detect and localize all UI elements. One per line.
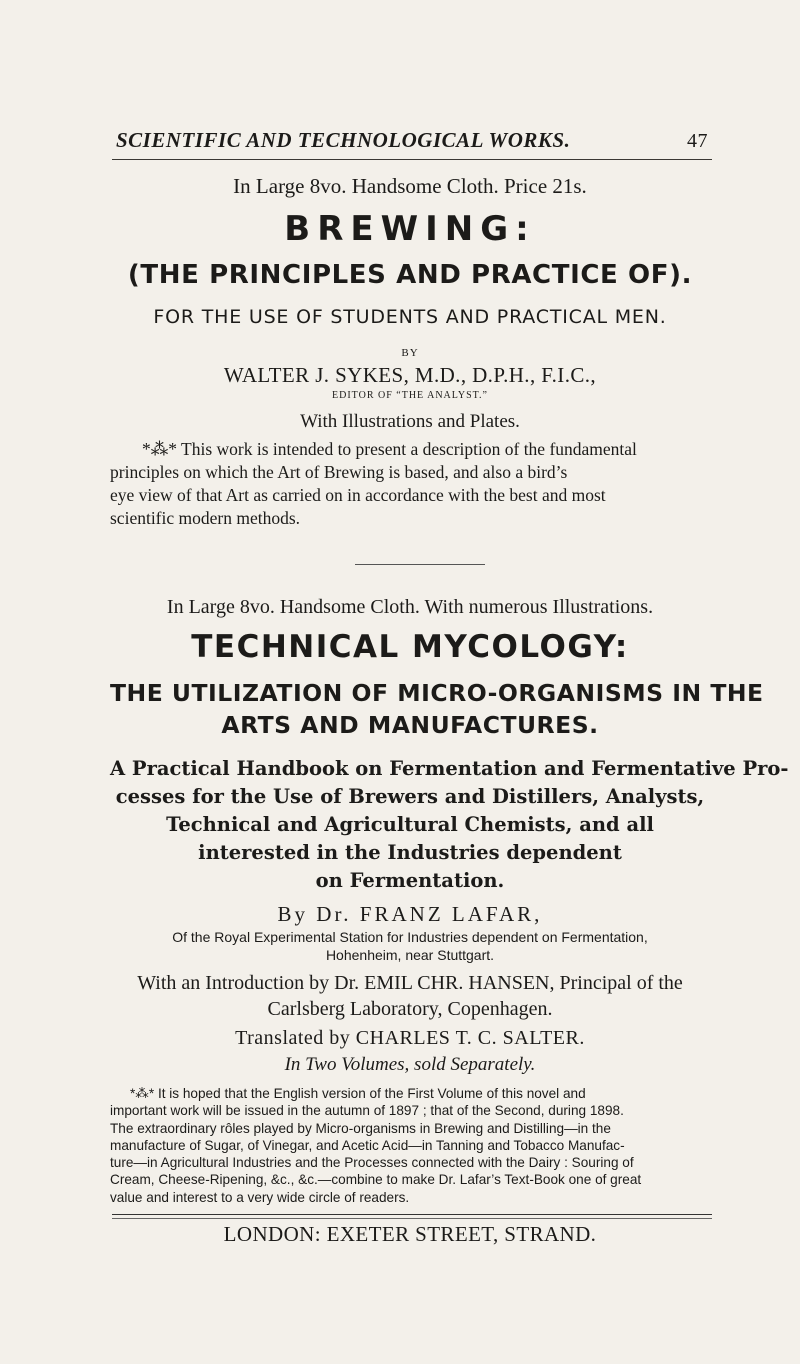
brewing-by: BY	[401, 347, 419, 359]
brewing-author: WALTER J. SYKES, M.D., D.P.H., F.I.C.,	[223, 363, 597, 387]
mycology-subtitle-line: THE UTILIZATION OF MICRO-ORGANISMS IN THE	[110, 679, 764, 707]
footer-rule	[112, 1214, 712, 1215]
running-title: SCIENTIFIC AND TECHNOLOGICAL WORKS.	[116, 128, 571, 152]
section-separator	[355, 564, 485, 565]
mycology-format-line: In Large 8vo. Handsome Cloth. With numerous Illustrations.	[166, 596, 654, 618]
brewing-description	[110, 438, 710, 530]
introduction-line: With an Introduction by Dr. EMIL CHR. HANSEN, Principal of the	[137, 972, 683, 994]
brewing-subtitle: (THE PRINCIPLES AND PRACTICE OF).	[127, 260, 693, 290]
volumes-line: In Two Volumes, sold Separately.	[284, 1054, 536, 1075]
brewing-description-line: eye view of that Art as carried on in accordance with the best and most	[110, 485, 606, 505]
introduction-line: Carlsberg Laboratory, Copenhagen.	[267, 998, 553, 1020]
author-affiliation-line: Of the Royal Experimental Station for Industries dependent on Fermentation,	[172, 929, 648, 945]
brewing-author-role: EDITOR OF “THE ANALYST.”	[332, 390, 488, 401]
mycology-author: By Dr. FRANZ LAFAR,	[277, 902, 543, 926]
note-line: *⁂* It is hoped that the English version of the First Volume of this novel and	[130, 1086, 586, 1101]
translator-line: Translated by CHARLES T. C. SALTER.	[235, 1027, 585, 1049]
footer-imprint: LONDON: EXETER STREET, STRAND.	[223, 1222, 597, 1246]
mycology-subtitle-line: ARTS AND MANUFACTURES.	[221, 711, 599, 739]
page-number: 47	[687, 130, 708, 152]
handbook-line: Technical and Agricultural Chemists, and all	[166, 813, 654, 836]
handbook-line: cesses for the Use of Brewers and Distillers, Analysts,	[115, 785, 705, 808]
brewing-format-line: In Large 8vo. Handsome Cloth. Price 21s.	[233, 174, 587, 198]
brewing-for-line: FOR THE USE OF STUDENTS AND PRACTICAL MEN.	[153, 306, 667, 328]
brewing-illustrations: With Illustrations and Plates.	[300, 411, 520, 432]
note-line: manufacture of Sugar, of Vinegar, and Acetic Acid—in Tanning and Tobacco Manufac-	[110, 1137, 625, 1153]
header-rule	[112, 159, 712, 160]
author-affiliation-line: Hohenheim, near Stuttgart.	[325, 947, 495, 963]
footer-rule-thin	[112, 1218, 712, 1219]
brewing-description-line: scientific modern methods.	[110, 508, 301, 528]
brewing-description-line: principles on which the Art of Brewing is based, and also a bird’s	[110, 462, 568, 482]
note-line: Cream, Cheese-Ripening, &c., &c.—combine to make Dr. Lafar’s Text-Book one of great	[110, 1172, 642, 1188]
handbook-line: A Practical Handbook on Fermentation and Fermentative Pro-	[110, 757, 789, 780]
handbook-line: on Fermentation.	[315, 869, 505, 892]
note-line: important work will be issued in the autumn of 1897 ; that of the Second, during 1898.	[110, 1103, 624, 1119]
brewing-title: BREWING:	[284, 209, 536, 249]
handbook-line: interested in the Industries dependent	[198, 841, 622, 864]
note-line: ture—in Agricultural Industries and the Processes connected with the Dairy : Souring of	[110, 1155, 634, 1171]
mycology-title: TECHNICAL MYCOLOGY:	[191, 629, 629, 665]
note-line: The extraordinary rôles played by Micro-organisms in Brewing and Distilling—in the	[110, 1120, 611, 1136]
mycology-note	[110, 1085, 710, 1206]
note-line: value and interest to a very wide circle of readers.	[110, 1189, 410, 1205]
brewing-description-line: *⁂* This work is intended to present a description of the fundamental	[142, 439, 637, 459]
